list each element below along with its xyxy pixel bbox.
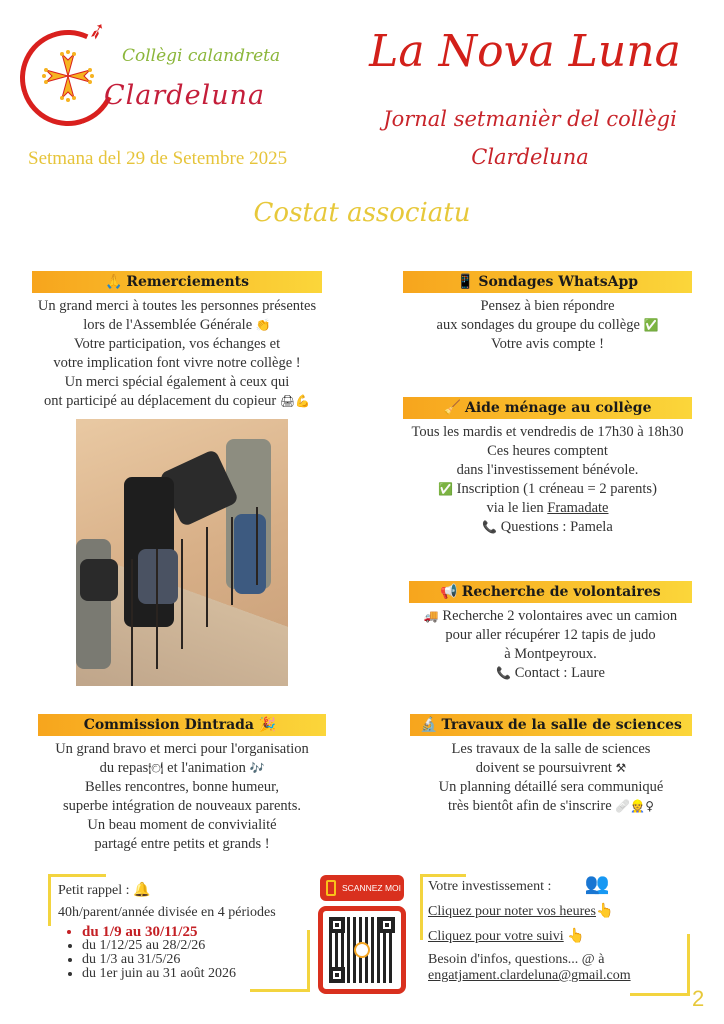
text-line: du repas🍽 et l'animation 🎶: [99, 760, 265, 776]
text-line: Votre participation, vos échanges et: [73, 336, 281, 352]
card-title: Remerciements: [126, 274, 250, 290]
text-line: ✅ Inscription (1 créneau = 2 parents): [438, 481, 657, 497]
worker-icons: 🩹👷♀: [615, 799, 654, 813]
bird-icon: ➶: [84, 16, 110, 45]
text-line: Un grand bravo et merci pour l'organisation: [55, 741, 309, 757]
newspaper-title: La Nova Luna: [369, 26, 681, 77]
broom-icon: 🧹: [443, 400, 461, 416]
card-header: [38, 714, 326, 736]
text-line: ont participé au déplacement du copieur 🖨💪: [43, 393, 311, 409]
qr-logo: [354, 942, 370, 958]
card-travaux-sciences: [410, 714, 692, 816]
section-title: Costat associatu: [253, 198, 471, 228]
scan-me-label: SCANNEZ MOI: [342, 883, 402, 893]
note-hours-link[interactable]: Cliquez pour noter vos heures: [428, 904, 596, 919]
scan-me-button[interactable]: [320, 875, 404, 901]
bell-icon: 🔔: [133, 882, 151, 898]
music-notes-icon: 🎶: [249, 761, 265, 775]
text-line: très bientôt afin de s'inscrire 🩹👷♀: [448, 798, 654, 814]
invest-label-row: [428, 871, 688, 896]
photo-rail: [131, 559, 133, 686]
text-line: pour aller récupérer 12 tapis de judo: [445, 627, 656, 643]
card-sondages-whatsapp: [403, 271, 692, 354]
text-line: à Montpeyroux.: [504, 646, 597, 662]
text-line: 📞 Contact : Laure: [496, 665, 605, 681]
email-link[interactable]: engatjament.clardeluna@gmail.com: [428, 968, 631, 983]
card-header: [403, 271, 692, 293]
text-line: Un beau moment de convivialité: [87, 817, 277, 833]
qr-pattern: [329, 917, 395, 983]
plate-cutlery-icon: 🍽: [148, 761, 164, 775]
card-text: [409, 607, 692, 683]
text-line: Les travaux de la salle de sciences: [451, 741, 651, 757]
period-item-current: • du 1/9 au 30/11/25: [82, 925, 324, 939]
card-aide-menage: [403, 397, 692, 537]
periods-list: [82, 925, 324, 981]
mobile-phone-icon: 📱: [456, 274, 475, 290]
logo-school-name: Clardeluna: [104, 80, 266, 111]
rappel-label: Petit rappel :: [58, 883, 130, 898]
text-line: aux sondages du groupe du collège ✅: [436, 317, 659, 333]
text-line: Belles rencontres, bonne humeur,: [85, 779, 279, 795]
text-line: 🚚 Recherche 2 volontaires avec un camion: [423, 608, 678, 624]
check-mark-icon: ✅: [438, 482, 454, 496]
pointing-hand-icon: 👆: [595, 903, 614, 919]
card-text: [403, 297, 692, 354]
suivi-link-row: [428, 927, 688, 946]
card-header: [32, 271, 322, 293]
card-title: Sondages WhatsApp: [478, 274, 639, 290]
contact-text: Besoin d'infos, questions... @ à: [428, 952, 605, 967]
photo-rail: [256, 507, 258, 585]
qr-finder: [379, 917, 395, 933]
card-title: Aide ménage au collège: [464, 400, 652, 416]
text-line: Un merci spécial également à ceux qui: [64, 374, 290, 390]
card-title: Travaux de la salle de sciences: [441, 717, 682, 733]
photo-rail: [156, 549, 158, 669]
card-text: [32, 297, 322, 411]
photo-rail: [206, 527, 208, 627]
photo-person: [138, 549, 178, 604]
text-line: Tous les mardis et vendredis de 17h30 à 18h30: [411, 424, 684, 440]
party-popper-icon: 🎉: [258, 717, 277, 733]
text-line: dans l'investissement bénévole.: [456, 462, 639, 478]
card-text: [38, 740, 326, 854]
week-label: Setmana del 29 de Setembre 2025: [28, 148, 288, 169]
text-line: Un grand merci à toutes les personnes présentes: [37, 298, 317, 314]
card-recherche-volontaires: [409, 581, 692, 683]
qr-finder: [329, 917, 345, 933]
praying-hands-icon: 🙏: [104, 274, 123, 290]
hammer-wrench-icon: ⚒: [615, 761, 627, 775]
hours-link-row: [428, 902, 688, 921]
card-text: [410, 740, 692, 816]
text-line: 📞 Questions : Pamela: [482, 519, 613, 535]
card-title: Commission Dintrada: [83, 717, 254, 733]
card-text: [403, 423, 692, 537]
subtitle-line-1: Jornal setmanièr del collègi: [383, 107, 677, 131]
text-line: Pensez à bien répondre: [480, 298, 615, 314]
qr-code[interactable]: [318, 906, 406, 994]
text-line: via le lien Framadate: [486, 500, 609, 516]
telephone-icon: 📞: [482, 520, 498, 534]
photo-rail: [181, 539, 183, 649]
qr-finder: [329, 967, 345, 983]
period-item: • du 1er juin au 31 août 2026: [82, 967, 324, 981]
period-item: • du 1/3 au 31/5/26: [82, 953, 324, 967]
newspaper-subtitle: [360, 100, 700, 176]
truck-icon: 🚚: [423, 609, 439, 623]
clapping-hands-icon: 👏: [255, 318, 271, 332]
logo-college-label: Collègi calandreta: [122, 46, 281, 66]
text-line: Votre avis compte !: [491, 336, 604, 352]
card-remerciements: [32, 271, 322, 411]
telephone-icon: 📞: [496, 666, 512, 680]
text-line: lors de l'Assemblée Générale 👏: [83, 317, 271, 333]
check-mark-icon: ✅: [643, 318, 659, 332]
phone-icon: [326, 880, 336, 896]
card-header: [410, 714, 692, 736]
suivi-link[interactable]: Cliquez pour votre suivi: [428, 929, 564, 944]
invest-label: Votre investissement :: [428, 879, 552, 894]
text-line: Un planning détaillé sera communiqué: [438, 779, 664, 795]
flexed-biceps-icon: 💪: [295, 394, 311, 408]
card-commission-dintrada: [38, 714, 326, 854]
page-number: 2: [692, 986, 705, 1011]
photo-rail: [231, 517, 233, 605]
text-line: votre implication font vivre notre collège !: [53, 355, 301, 371]
framadate-link[interactable]: Framadate: [547, 500, 609, 516]
rappel-summary: 40h/parent/année divisée en 4 périodes: [58, 905, 276, 920]
period-item: • du 1/12/25 au 28/2/26: [82, 939, 324, 953]
text-line: doivent se poursuivrent ⚒: [475, 760, 627, 776]
megaphone-icon: 📢: [440, 584, 458, 600]
investissement-box: [428, 871, 688, 984]
pointing-hand-icon: 👆: [567, 928, 585, 944]
people-group-icon: 👥: [584, 871, 610, 895]
photo-moving-copier: [76, 419, 288, 686]
card-title: Recherche de volontaires: [461, 584, 661, 600]
subtitle-line-2: Clardeluna: [471, 145, 589, 169]
photo-person: [234, 514, 266, 594]
photo-box: [80, 559, 118, 601]
rappel-label-row: [58, 882, 324, 899]
occitan-cross-icon: [42, 50, 94, 102]
microscope-icon: 🔬: [420, 717, 438, 733]
printer-icon: 🖨: [279, 394, 296, 408]
rappel-box: [44, 876, 324, 981]
card-header: [403, 397, 692, 419]
text-line: partagé entre petits et grands !: [94, 836, 270, 852]
card-header: [409, 581, 692, 603]
text-line: superbe intégration de nouveaux parents.: [63, 798, 301, 814]
text-line: Ces heures comptent: [487, 443, 608, 459]
